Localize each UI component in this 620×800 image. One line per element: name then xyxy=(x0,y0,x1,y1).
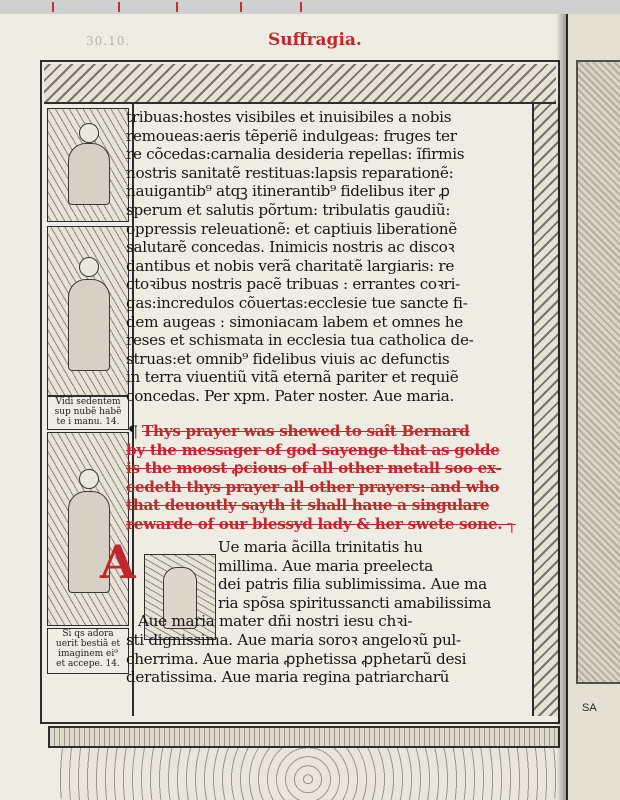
woodcut-christ-enthroned xyxy=(47,226,129,396)
text-line: dei patris filia sublimissima. Aue ma xyxy=(218,575,487,594)
margin-woodcut-column xyxy=(44,104,134,716)
gutter-shadow xyxy=(556,14,566,800)
caption-vidi-sedentem: Vidi sedentem sup nubẽ habẽ te i manu. 14. xyxy=(47,396,129,430)
text-line: gas:incredulos cõuertas:ecclesie tue sancte fi- xyxy=(126,293,468,312)
text-line: in terra viuentiũ vitã eternã pariter et requiẽ xyxy=(126,368,459,387)
previous-leaf-edge xyxy=(0,0,620,14)
rubric-line: Thys prayer was shewed to saît Bernard xyxy=(142,422,470,440)
text-line: concedas. Per xpm. Pater noster. Aue maria. xyxy=(126,386,455,405)
text-line: ctoꝛibus nostris pacẽ tribuas : errantes coꝛri- xyxy=(126,275,460,294)
book-leaf xyxy=(0,14,566,800)
text-line: re cõcedas:carnalia desideria repellas: ĩfirmis xyxy=(126,145,465,164)
english-rubric-red xyxy=(126,422,538,534)
text-line: struas:et omnib⁹ fidelibus viuis ac defunctis xyxy=(126,349,450,368)
text-line: Ue maria ãcilla trinitatis hu xyxy=(218,538,423,556)
woodcut-saint-reading xyxy=(47,108,129,222)
text-line: salutarẽ concedas. Inimicis nostris ac discoꝛ xyxy=(126,238,455,257)
bleed-through-reference: 30.10. xyxy=(86,34,131,48)
next-leaf-border xyxy=(576,60,620,684)
text-line: tribuas:hostes visibiles et inuisibiles a nobis xyxy=(126,108,452,126)
next-leaf-label: SA xyxy=(582,702,597,714)
text-line: oppressis releuationẽ: et captiuis liberationẽ xyxy=(126,219,457,238)
text-line: nauigantib⁹ atqꝫ itinerantib⁹ fidelibus iter ꝓ xyxy=(126,182,450,201)
bottom-rule-ornament xyxy=(48,726,560,748)
rubric-line: is the moost ꝓcious of all other metall soo ex- xyxy=(126,459,502,478)
text-line: cherrima. Aue maria ꝓphetissa ꝓphetarũ desi xyxy=(126,649,467,668)
paragraph-mark-icon: ¶ xyxy=(128,422,139,441)
latin-text-block xyxy=(126,108,538,406)
next-leaf-edge xyxy=(566,14,620,800)
top-border-ornament xyxy=(44,64,556,104)
text-line: remoueas:aeris tẽperiẽ indulgeas: fruges ter xyxy=(126,126,457,145)
text-line: dem augeas : simoniacam labem et omnes he xyxy=(126,312,463,331)
text-line: Aue maria mater dñi nostri iesu chꝛi- xyxy=(138,612,413,631)
text-line: millima. Aue maria preelecta xyxy=(218,556,434,575)
caption-si-quis-adoraverit: Si qs adora uerit bestiã et imaginem ei⁹ et accepe. 14. xyxy=(47,628,129,674)
text-line: reses et schismata in ecclesia tua catholica de- xyxy=(126,331,474,350)
rubric-line: rewarde of our blessyd lady & her swete sone. ┐ xyxy=(126,514,517,533)
woodcut-angel-with-cross xyxy=(47,432,129,626)
rubric-line: cedeth thys prayer all other prayers: and who xyxy=(126,477,500,496)
text-line: ria spõsa spiritussancti amabilissima xyxy=(218,593,492,612)
rubric-line: that deuoutly sayth it shall haue a singulare xyxy=(126,496,490,515)
text-line: sti dignissima. Aue maria soroꝛ angeloꝛũ pul- xyxy=(126,630,461,649)
text-line: nostris sanitatẽ restituas:lapsis reparationẽ: xyxy=(126,163,454,182)
text-line: dantibus et nobis verã charitatẽ largiaris: re xyxy=(126,256,455,275)
ave-maria-text xyxy=(126,538,538,687)
rubric-line: by the messager of god sayenge that as golde xyxy=(126,440,500,459)
text-line: sperum et salutis põrtum: tribulatis gaudiũ: xyxy=(126,200,451,219)
red-initial-a: A xyxy=(100,535,136,589)
text-line: deratissima. Aue maria regina patriarcharũ xyxy=(126,668,450,687)
bottom-foliage-ornament xyxy=(60,748,556,800)
running-head: Suffragia. xyxy=(268,30,362,50)
